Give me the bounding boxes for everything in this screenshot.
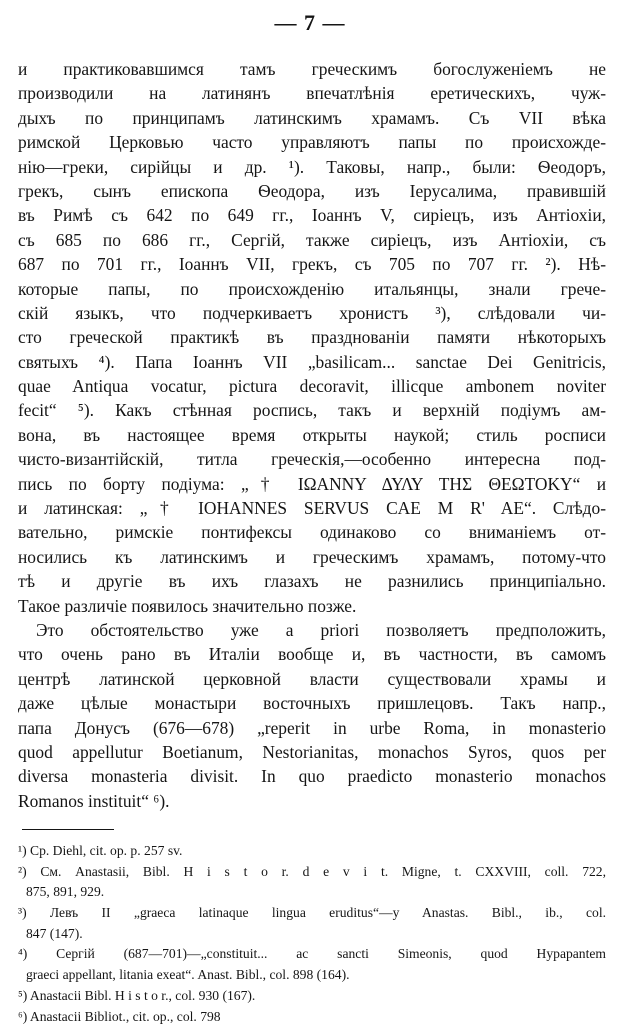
text-line: Это обстоятельство уже a priori позволяетъ предположить, (36, 619, 606, 640)
paragraph-1 (18, 57, 606, 618)
text-line: Romanos instituit“ ⁶). (18, 790, 170, 811)
text-line: пись по борту подіума: „† ΙΩΑΝΝΥ ΔΥΛΥ ΤΗΣ ΘΕΩΤΟΚΥ“ и (18, 473, 606, 494)
footnote-4-cont: graeci appellant, litania exeat“. Anast. Bibl., col. 898 (164). (26, 967, 350, 983)
text-line: Такое различіе появилось значительно позже. (18, 595, 357, 616)
text-line: которые папы, по происхожденію итальянцы, знали грече- (18, 278, 606, 299)
text-line: святыхъ ⁴). Папа Іоаннъ VII „basilicam... sanctae Dei Genitricis, (18, 351, 606, 372)
text-line: diversa monasteria divisit. In quo praedicto monasterio monachos (18, 766, 606, 787)
footnote-5: ⁵) Anastacii Bibl. H i s t o r., col. 930 (167). (18, 987, 256, 1003)
text-line: сто греческой практикѣ въ празднованіи памяти нѣкоторыхъ (18, 327, 606, 348)
footnote-6: ⁶) Anastacii Bibliot., cit. op., col. 798 (18, 1008, 221, 1024)
page-number: — 7 — (274, 10, 346, 35)
text-line: носились къ латинскимъ и греческимъ храмамъ, потому-что (18, 546, 606, 567)
text-line: даже цѣлые монастыри восточныхъ пришлецовъ. Такъ напр., (18, 693, 606, 714)
text-line: производили на латинянъ впечатлѣнія еретическихъ, чуж- (18, 83, 606, 104)
footnote-1: ¹) Cp. Diehl, cit. op. p. 257 sv. (18, 843, 183, 858)
footnote-2-cont: 875, 891, 929. (26, 884, 105, 900)
text-line: вона, въ настоящее время открыты наукой; стиль росписи (18, 424, 606, 445)
text-line: что очень рано въ Италіи вообще и, въ частности, въ самомъ (18, 644, 606, 665)
text-line: чисто-византійскій, титла греческія,—особенно интересна под- (18, 449, 606, 470)
paragraph-2 (18, 618, 606, 813)
text-line: 687 по 701 гг., Іоаннъ VII, грекъ, съ 705 по 707 гг. ²). Нѣ- (18, 254, 606, 275)
text-line: нію—греки, сирійцы и др. ¹). Таковы, напр., были: Ѳеодоръ, (18, 156, 606, 177)
text-line: и практиковавшимся тамъ греческимъ богослуженіемъ не (18, 59, 606, 79)
text-line: дыхъ по принципамъ латинскимъ храмамъ. Съ VII вѣка (18, 107, 606, 128)
text-line: папа Донусъ (676—678) „reperit in urbe Roma, in monasterio (18, 717, 606, 738)
footnote-4: ⁴) Сергій (687—701)—„constituit... ac sancti Simeonis, quod Hypapantem (18, 946, 606, 962)
text-line: fecit“ ⁵). Какъ стѣнная роспись, такъ и верхній подіумъ ам- (18, 400, 606, 421)
text-line: скій языкъ, что подчеркиваетъ хронистъ ³), слѣдовали чи- (18, 302, 606, 323)
text-line: quod appellutur Boetianum, Nestorianitas, monachos Syros, quos per (18, 741, 606, 762)
text-line: вательно, римскіе понтифексы одинаково со вниманіемъ от- (18, 522, 606, 543)
footnote-3-cont: 847 (147). (26, 925, 83, 941)
footnote-divider (22, 829, 114, 830)
text-line: съ 685 по 686 гг., Сергій, также сирiецъ, изъ Антіохіи, съ (18, 229, 606, 250)
text-line: центрѣ латинской церковной власти существовали храмы и (18, 668, 606, 689)
footnote-3: ³) Левъ II „graeca latinaque lingua eruditus“—y Anastas. Bibl., ib., col. (18, 905, 606, 921)
text-line: римской Церковью часто управляютъ папы по происхожде- (18, 132, 606, 153)
text-line: quae Antiqua vocatur, pictura decoravit, illicque ambonem noviter (18, 376, 606, 397)
text-line: и латинская: „† IOHANNES SERVUS CAE M R' AE“. Слѣдо- (18, 498, 606, 519)
text-line: тѣ и другіе въ ихъ глазахъ не разнились принципіально. (18, 571, 606, 592)
text-line: въ Римѣ съ 642 по 649 гг., Іоаннъ V, сирiецъ, изъ Антіохіи, (18, 205, 606, 226)
main-text (18, 57, 606, 813)
footnote-2: ²) См. Anastasii, Bibl. H i s t o r. d e v i t. Migne, t. CXXVIII, coll. 722, (18, 863, 606, 879)
text-line: грекъ, сынъ епископа Ѳеодора, изъ Іерусалима, правившій (18, 180, 606, 201)
footnotes (18, 841, 606, 1027)
